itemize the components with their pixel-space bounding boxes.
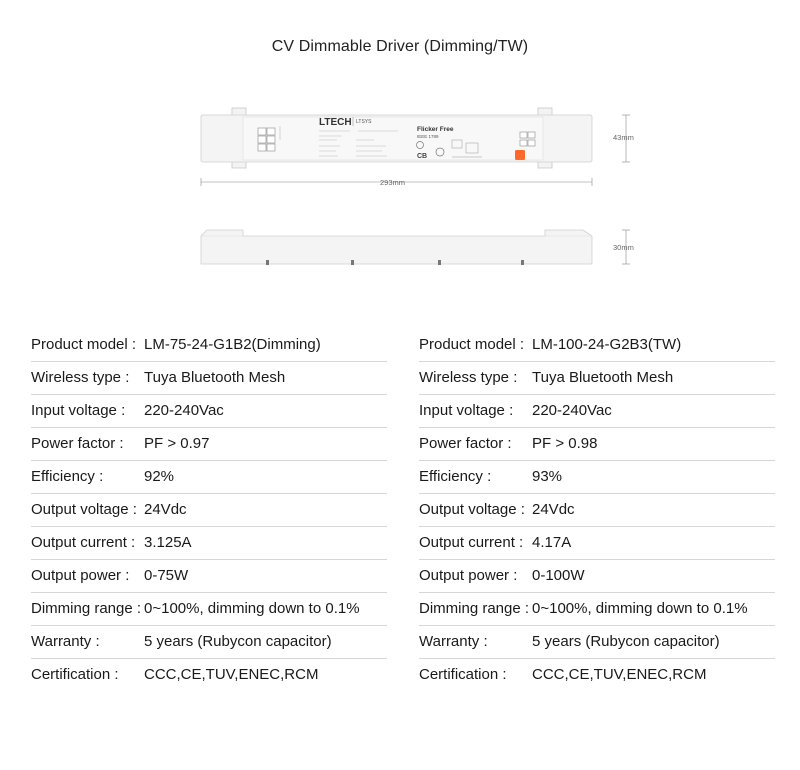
spec-value: CCC,CE,TUV,ENEC,RCM <box>144 666 319 683</box>
spec-value: 24Vdc <box>144 501 187 518</box>
spec-row <box>419 593 775 626</box>
width-dimension-label: 43mm <box>613 133 634 142</box>
spec-table-right <box>419 329 775 691</box>
spec-label: Power factor : <box>419 435 512 452</box>
spec-label: Input voltage : <box>419 402 514 419</box>
spec-label: Output current : <box>419 534 524 551</box>
spec-value: LM-100-24-G2B3(TW) <box>532 336 682 353</box>
spec-label: Output voltage : <box>419 501 525 518</box>
svg-text:CB: CB <box>417 153 428 160</box>
spec-value: 0-100W <box>532 567 585 584</box>
spec-row <box>31 494 387 527</box>
spec-row <box>419 362 775 395</box>
spec-label: Product model : <box>31 336 137 353</box>
spec-label: Wireless type : <box>31 369 130 386</box>
spec-label: Efficiency : <box>419 468 492 485</box>
tuya-logo-icon <box>515 150 525 160</box>
spec-row <box>419 329 775 362</box>
spec-value: 220-240Vac <box>532 402 612 419</box>
spec-row <box>419 560 775 593</box>
spec-label: Product model : <box>419 336 525 353</box>
spec-label: Dimming range : <box>31 600 142 617</box>
spec-value: 0~100%, dimming down to 0.1% <box>144 600 360 617</box>
spec-label: Output power : <box>419 567 518 584</box>
spec-value: Tuya Bluetooth Mesh <box>532 369 674 386</box>
spec-label: Warranty : <box>419 633 488 650</box>
spec-row <box>31 461 387 494</box>
spec-value: Tuya Bluetooth Mesh <box>144 369 286 386</box>
spec-row <box>31 527 387 560</box>
spec-row <box>419 659 775 691</box>
svg-text:LTSYS: LTSYS <box>356 119 372 125</box>
spec-row <box>31 362 387 395</box>
spec-label: Input voltage : <box>31 402 126 419</box>
spec-label: Dimming range : <box>419 600 530 617</box>
spec-value: 93% <box>532 468 563 485</box>
spec-row <box>31 593 387 626</box>
svg-text:IEEE 1789: IEEE 1789 <box>417 134 439 139</box>
spec-row <box>419 494 775 527</box>
spec-value: 4.17A <box>532 534 572 551</box>
spec-label: Certification : <box>31 666 119 683</box>
spec-value: 0-75W <box>144 567 189 584</box>
spec-value: CCC,CE,TUV,ENEC,RCM <box>532 666 707 683</box>
spec-row <box>419 461 775 494</box>
driver-side-view <box>201 230 630 265</box>
product-drawings <box>0 0 800 300</box>
spec-label: Efficiency : <box>31 468 104 485</box>
spec-table-left <box>31 329 387 691</box>
spec-row <box>419 428 775 461</box>
spec-value: 5 years (Rubycon capacitor) <box>532 633 720 650</box>
spec-value: 5 years (Rubycon capacitor) <box>144 633 332 650</box>
spec-value: 220-240Vac <box>144 402 224 419</box>
spec-value: 3.125A <box>144 534 192 551</box>
spec-value: 24Vdc <box>532 501 575 518</box>
spec-label: Output voltage : <box>31 501 137 518</box>
brand-logo: LTECH <box>319 117 352 128</box>
spec-row <box>31 428 387 461</box>
spec-value: 0~100%, dimming down to 0.1% <box>532 600 748 617</box>
spec-label: Warranty : <box>31 633 100 650</box>
height-dimension-label: 30mm <box>613 243 634 252</box>
spec-value: PF > 0.98 <box>532 435 598 452</box>
driver-top-view <box>201 108 630 186</box>
spec-label: Power factor : <box>31 435 124 452</box>
spec-row <box>31 329 387 362</box>
spec-row <box>31 395 387 428</box>
spec-value: LM-75-24-G1B2(Dimming) <box>144 336 321 353</box>
spec-label: Output current : <box>31 534 136 551</box>
spec-row <box>31 560 387 593</box>
spec-value: PF > 0.97 <box>144 435 210 452</box>
spec-row <box>419 527 775 560</box>
length-dimension-label: 293mm <box>380 178 406 187</box>
page-title: CV Dimmable Driver (Dimming/TW) <box>271 38 529 55</box>
spec-row <box>419 626 775 659</box>
spec-row <box>31 659 387 691</box>
spec-label: Certification : <box>419 666 507 683</box>
spec-value: 92% <box>144 468 175 485</box>
spec-row <box>419 395 775 428</box>
spec-label: Wireless type : <box>419 369 518 386</box>
spec-label: Output power : <box>31 567 130 584</box>
svg-text:Flicker Free: Flicker Free <box>417 126 454 133</box>
spec-row <box>31 626 387 659</box>
